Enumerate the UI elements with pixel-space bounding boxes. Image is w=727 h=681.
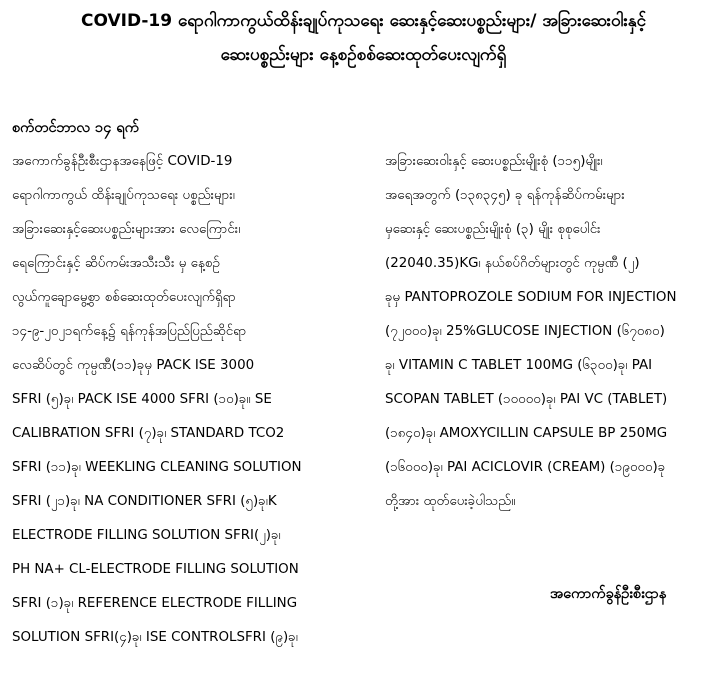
paragraph-line: တို့အား ထုတ်ပေးခဲ့ပါသည်။ (385, 494, 516, 509)
paragraph-line: အခြားဆေးနှင့်ဆေးပစ္စည်းများအား လေကြောင်း၊ (12, 222, 241, 237)
paragraph-line: (22040.35)KG၊ နယ်စပ်ဂိတ်များတွင် ကုမ္ပဏီ (၂) (385, 256, 640, 271)
paragraph-line: လွယ်ကူချောမွေ့စွာ စစ်ဆေးထုတ်ပေးလျက်ရှိရာ (12, 290, 236, 305)
paragraph-line: လေဆိပ်တွင် ကုမ္ပဏီ(၁၁)ခုမှ PACK ISE 3000 (12, 358, 255, 373)
paragraph-line: မှဆေးနှင့် ဆေးပစ္စည်းမျိုးစုံ (၃) မျိုး စုစုပေါင်း (385, 222, 601, 237)
paragraph-line: (၁၆၀၀၀)ခု၊ PAI ACICLOVIR (CREAM) (၁၉၀၀၀)ခု (385, 460, 666, 475)
headline-line-1: COVID-19 ရောဂါကာကွယ်ထိန်းချုပ်ကုသရေး ဆေးနှင့်ဆေးပစ္စည်းများ/ အခြားဆေးဝါးနှင့် (81, 11, 646, 31)
paragraph-line: ခု၊ VITAMIN C TABLET 100MG (၆၃၀၀)ခု၊ PAI (385, 358, 653, 373)
paragraph-line: SFRI (၁၁)ခု၊ WEEKLING CLEANING SOLUTION (12, 460, 302, 475)
paragraph-line: အကောက်ခွန်ဦးစီးဌာနအနေဖြင့် COVID-19 (12, 154, 233, 169)
paragraph-line: SCOPAN TABLET (၁၀၀၀၀)ခု၊ PAI VC (TABLET) (385, 392, 668, 407)
paragraph-line: (၁၈၄၀)ခု၊ AMOXYCILLIN CAPSULE BP 250MG (385, 426, 668, 441)
paragraph-line: ၁၄-၉-၂၀၂၁ရက်နေ့၌ ရန်ကုန်အပြည်ပြည်ဆိုင်ရာ (12, 324, 247, 339)
dateline: စက်တင်ဘာလ ၁၄ ရက် (12, 120, 139, 136)
paragraph-line: SOLUTION SFRI(၄)ခု၊ ISE CONTROLSFRI (၉)ခု၊ (12, 630, 298, 645)
paragraph-line: အခြားဆေးဝါးနှင့် ဆေးပစ္စည်းမျိုးစုံ (၁၁၅)မျိုး၊ (385, 154, 603, 169)
headline-line-2: ဆေးပစ္စည်းများ နေ့စဉ်စစ်ဆေးထုတ်ပေးလျက်ရှိ (220, 45, 507, 65)
paragraph-line: (၇၂၀၀၀)ခု၊ 25%GLUCOSE INJECTION (၆၇၀၈၀) (385, 324, 665, 339)
signature-department: အကောက်ခွန်ဦးစီးဌာန (550, 586, 667, 602)
paragraph-line: SFRI (၁)ခု၊ REFERENCE ELECTRODE FILLING (12, 596, 298, 611)
paragraph-line: ELECTRODE FILLING SOLUTION SFRI(၂)ခု၊ (12, 528, 281, 543)
paragraph-line: အရေအတွက် (၁၃၈၃၄၅) ခု ရန်ကုန်ဆိပ်ကမ်းများ (385, 188, 625, 203)
paragraph-line: PH NA+ CL-ELECTRODE FILLING SOLUTION (12, 562, 299, 577)
paragraph-line: ရေကြောင်းနှင့် ဆိပ်ကမ်းအသီးသီး မှ နေ့စဉ် (12, 256, 220, 271)
paragraph-line: SFRI (၂၁)ခု၊ NA CONDITIONER SFRI (၅)ခု၊K (12, 494, 277, 509)
paragraph-line: ခုမှ PANTOPROZOLE SODIUM FOR INJECTION (385, 290, 677, 305)
paragraph-line: CALIBRATION SFRI (၇)ခု၊ STANDARD TCO2 (12, 426, 285, 441)
paragraph-line: SFRI (၅)ခု၊ PACK ISE 4000 SFRI (၁၀)ခု၊၊ SE (12, 392, 272, 407)
paragraph-line: ရောဂါကာကွယ် ထိန်းချုပ်ကုသရေး ပစ္စည်းများ၊ (12, 188, 235, 203)
